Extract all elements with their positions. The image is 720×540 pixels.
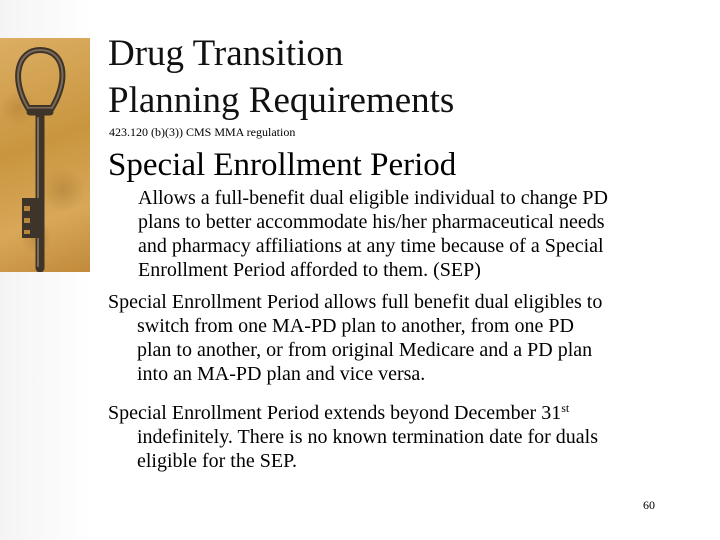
section-heading: Special Enrollment Period [108,147,457,183]
paragraph-line: Enrollment Period afforded to them. (SEP) [138,259,481,281]
paragraph-text: Special Enrollment Period extends beyond December 31 [108,402,562,424]
paragraph-sep-allows [109,186,709,282]
paragraph-line: and pharmacy affiliations at any time because of a Special [138,235,604,257]
paragraph-line [108,401,708,425]
paragraph-line: plans to better accommodate his/her pharmaceutical needs [138,211,605,233]
regulation-citation: 423.120 (b)(3)) CMS MMA regulation [109,125,296,139]
skeleton-key-image [0,38,90,272]
paragraph-line: into an MA-PD plan and vice versa. [137,363,426,385]
title-line-2: Planning Requirements [108,80,455,121]
page-number: 60 [643,498,655,512]
paragraph-line: eligible for the SEP. [137,450,297,472]
paragraph-sep-extends [108,401,708,473]
paragraph-line: switch from one MA-PD plan to another, from one PD [137,315,574,337]
paragraph-line: plan to another, or from original Medicare and a PD plan [137,339,593,361]
slide-title [108,30,688,124]
paragraph-line: Special Enrollment Period allows full benefit dual eligibles to [108,291,603,313]
paragraph-line: Allows a full-benefit dual eligible individual to change PD [138,187,608,209]
paragraph-sep-switch [108,290,708,386]
paragraph-line: indefinitely. There is no known termination date for duals [137,426,598,448]
ordinal-suffix: st [561,401,570,415]
title-line-1: Drug Transition [108,33,344,74]
